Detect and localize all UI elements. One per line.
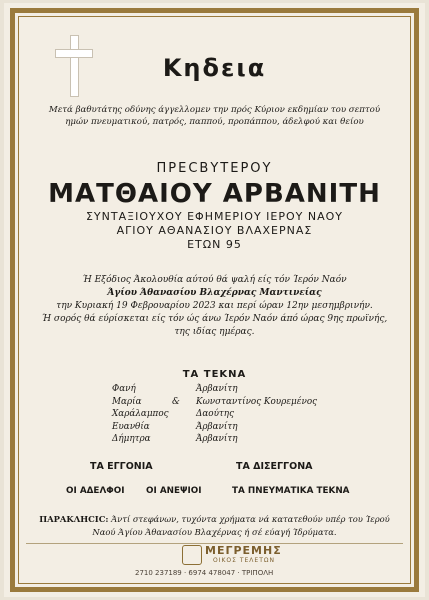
list-item (112, 434, 372, 447)
page-title: Κηδεια (162, 54, 267, 82)
spiritual-children-heading: ΤΑ ΠΝΕΥΜΑΤΙΚΑ ΤΕΚΝΑ (232, 486, 350, 496)
funeral-line-1: Ή Εξόδιος Άκολουθία αύτού θά ψαλή είς τόν Ίερόν Ναόν (82, 275, 347, 285)
list-item (112, 384, 372, 397)
deceased-rank: ΠΡΕCΒΥΤΕΡΟΥ (156, 161, 273, 176)
child-first-name: Φανή (112, 384, 136, 394)
child-last-name: Άρβανίτη (196, 384, 238, 394)
funeral-home-logo-icon (182, 545, 202, 565)
role-line-2: ΑΓΙΟΥ ΑΘΑΝΑΣΙΟΥ ΒΛΑΧΕΡΝΑΣ (116, 224, 313, 237)
child-first-name: Μαρία (112, 396, 142, 407)
ampersand: & (172, 396, 180, 407)
company-contacts: 2710 237189 · 6974 478047 · ΤΡΙΠΟΛΗ (135, 569, 274, 577)
deceased-role (0, 210, 429, 252)
child-last-name: Δαούτης (196, 409, 235, 419)
age: ΕΤΩΝ 95 (187, 238, 242, 251)
funeral-info (0, 274, 429, 339)
funeral-line-3: την Κυριακή 19 Φεβρουαρίου 2023 και περί ώραν 12ην μεσημβρινήν. (56, 301, 373, 311)
notice (0, 513, 429, 539)
child-first-name: Δήμητρα (112, 434, 151, 444)
children-list (112, 384, 372, 447)
child-first-name: Χαράλαμπος (112, 409, 169, 419)
list-item (112, 397, 372, 410)
list-item (112, 422, 372, 435)
deceased-name: ΜΑΤΘΑΙΟΥ ΑΡΒΑΝΙΤΗ (48, 179, 381, 209)
funeral-line-2: Άγίου Άθανασίου Βλαχέρνας Μαντινείας (107, 288, 322, 298)
company-subtitle: ΟΙΚΟΣ ΤΕΛΕΤΩΝ (213, 557, 275, 564)
child-last-name: Άρβανίτη (196, 434, 238, 444)
siblings-heading: ΟΙ ΑΔΕΛΦΟΙ (66, 486, 125, 496)
children-heading: ΤΑ ΤΕΚΝΑ (182, 369, 247, 380)
funeral-line-5: της ιδίας ημέρας. (174, 327, 255, 337)
child-first-name: Ευανθία (112, 421, 150, 432)
funeral-line-4: Ή σορός θά εύρίσκεται είς τόν ώς άνω Ίερόν Ναόν άπό ώρας 9ης πρωϊνής, (41, 314, 388, 324)
grandchildren-heading: ΤΑ ΕΓΓΟΝΙΑ (90, 461, 153, 472)
nephews-heading: ΟΙ ΑΝΕΨΙΟΙ (146, 486, 202, 496)
notice-label: ΠΑΡΑΚΛΗCΙC: (39, 514, 109, 524)
notice-text: Άντί στεφάνων, τυχόντα χρήματα νά κατατεθούν υπέρ του Ίερού Ναού Άγίου Άθανασίου Βλαχέρνας ή σέ εύαγή Ίδρύματα. (92, 514, 390, 537)
role-line-1: ΣΥΝΤΑΞΙΟΥΧΟΥ ΕΦΗΜΕΡΙΟΥ ΙΕΡΟΥ ΝΑΟΥ (85, 210, 344, 223)
great-grandchildren-heading: ΤΑ ΔΙΣΕΓΓΟΝΑ (236, 461, 313, 472)
intro-text: Μετά βαθυτάτης οδύνης άγγελλομεν την πρός Κύριον εκδημίαν του σεπτού ημών πνευματικού, πατρός, παππού, προπάππου, άδελφού και θείου (48, 105, 381, 127)
list-item (112, 409, 372, 422)
child-last-name: Άρβανίτη (196, 421, 238, 432)
company-name: ΜΕΓΡΕΜΗΣ (205, 544, 282, 557)
child-last-name: Κωνσταντίνος Κουρεμένος (196, 396, 318, 407)
